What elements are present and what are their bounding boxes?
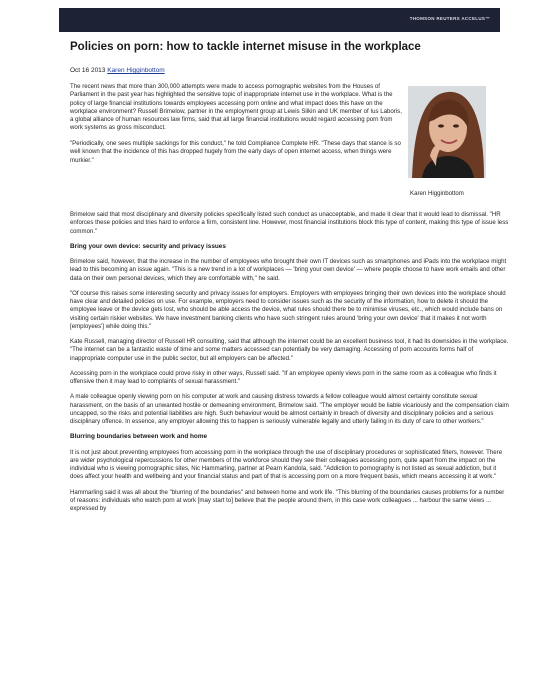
- paragraph: "Of course this raises some interesting security and privacy issues for employers. Employers with employees bringing their own devices into the workplace should have clear and detailed policies on use. For example, employers need to consider issues such as the security of the information, how to delete it should the employee leave or the device gets lost, who should be able access the device, what rules should there be to minimise viruses, etc., which would include bans on visiting certain riskier websites. We have investment banking clients who have such stringent rules around 'bring your own device' that it makes it not worth [employees'] while doing this.": [70, 289, 506, 330]
- brand-logo-text: THOMSON REUTERS ACCELUS™: [409, 16, 490, 21]
- author-photo: [408, 86, 486, 178]
- section-heading: Bring your own device: security and privacy issues: [70, 242, 226, 250]
- portrait-image: [408, 86, 486, 178]
- article-date: Oct 16 2013: [70, 67, 106, 74]
- paragraph: Brimelow said that most disciplinary and diversity policies specifically listed such conduct as unacceptable, and made it clear that it would lead to dismissal. "HR enforces these policies and tries hard to enforce a firm, consistent line. However, most financial institutions block this type of content, making this type of issue less common.": [70, 211, 509, 235]
- section-heading: Blurring boundaries between work and home: [70, 433, 208, 441]
- article-title: Policies on porn: how to tackle internet misuse in the workplace: [70, 41, 421, 53]
- paragraph: Hammarling said it was all about the "blurring of the boundaries" and between home and work life. "This blurring of the boundaries causes problems for a number of reasons: individuals who watch porn at work [may start to] believe that the people around them, in this case work colleagues ... harbour the same views ... expressed by: [70, 488, 505, 512]
- header-banner: [59, 8, 500, 32]
- paragraph: Kate Russell, managing director of Russell HR consulting, said that although the internet could be an excellent business tool, it had its downsides in the workplace. "The internet can be a fantastic waste of time and some matters accessed can potentially be very damaging. Accessing of porn accounts forms half of inappropriate computer use in the public sector, but all employers can be affected.": [70, 338, 509, 362]
- paragraph: A male colleague openly viewing porn on his computer at work and causing distress towards a fellow colleague would almost certainly constitute sexual harassment, on the basis of an unwanted hostile or demeaning environment, Brimelow said. "The employer would be liable vicariously and the compensation claim uncapped, so the risks and potential liabilities are high. Such behaviour would be almost certainly in breach of diversity and disciplinary policies and a serious disciplinary offence. In essence, any employer allowing this to happen is seriously vulnerable legally and utterly failing in its duty of care to other workers.": [70, 393, 509, 425]
- paragraph: The recent news that more than 300,000 attempts were made to access pornographic websites from the Houses of Parliament in the past year has highlighted the sensitive topic of inappropriate internet use in the workplace. What is the policy of large financial institutions towards employees accessing porn online and what impact does this have on the workplace environment? Russell Brimelow, partner in the employment group at Lewis Silkin and UK member of Ius Laboris, a global alliance of human resources law firms, said that all large financial institutions would regard accessing porn from work systems as gross misconduct.: [70, 83, 402, 132]
- intro-text: [70, 83, 402, 172]
- author-link[interactable]: Karen Higginbottom: [107, 67, 165, 74]
- paragraph: "Periodically, one sees multiple sackings for this conduct," he told Compliance Complete HR. "These days that stance is so well known that the incidence of this has dropped hugely from the early days of open internet access, when things were murkier.": [70, 140, 401, 164]
- paragraph: It is not just about preventing employees from accessing porn in the workplace through the use of disciplinary procedures or sophisticated filters, however. There are wider psychological repercussions for other members of the workforce should they see their colleagues accessing porn, quite apart from the impact on the individual who is viewing pornographic sites, Nic Hammarling, partner at Pearn Kandola, said. "Addiction to pornography is not listed as sexual addiction, but it does affect your health and wellbeing and your financial status and part of that is accessing porn on a more frequent basis, which means accessing it at work.": [70, 448, 503, 481]
- byline: [70, 67, 165, 74]
- paragraph: Accessing porn in the workplace could prove risky in other ways, Russell said. "If an employee openly views porn in the same room as a colleague who finds it offensive then it may lead to complaints of sexual harassment.": [70, 369, 497, 385]
- paragraph: Brimelow said, however, that the increase in the number of employees who brought their own IT devices such as smartphones and iPads into the workplace might lead to this becoming an issue again. "This is a new trend in a lot of workplaces — 'bring your own device' — where people choose to have work emails and other data on their own personal devices, which they are comfortable with," he said.: [70, 258, 507, 282]
- article-body: [70, 211, 510, 513]
- photo-caption: Karen Higginbottom: [410, 190, 464, 197]
